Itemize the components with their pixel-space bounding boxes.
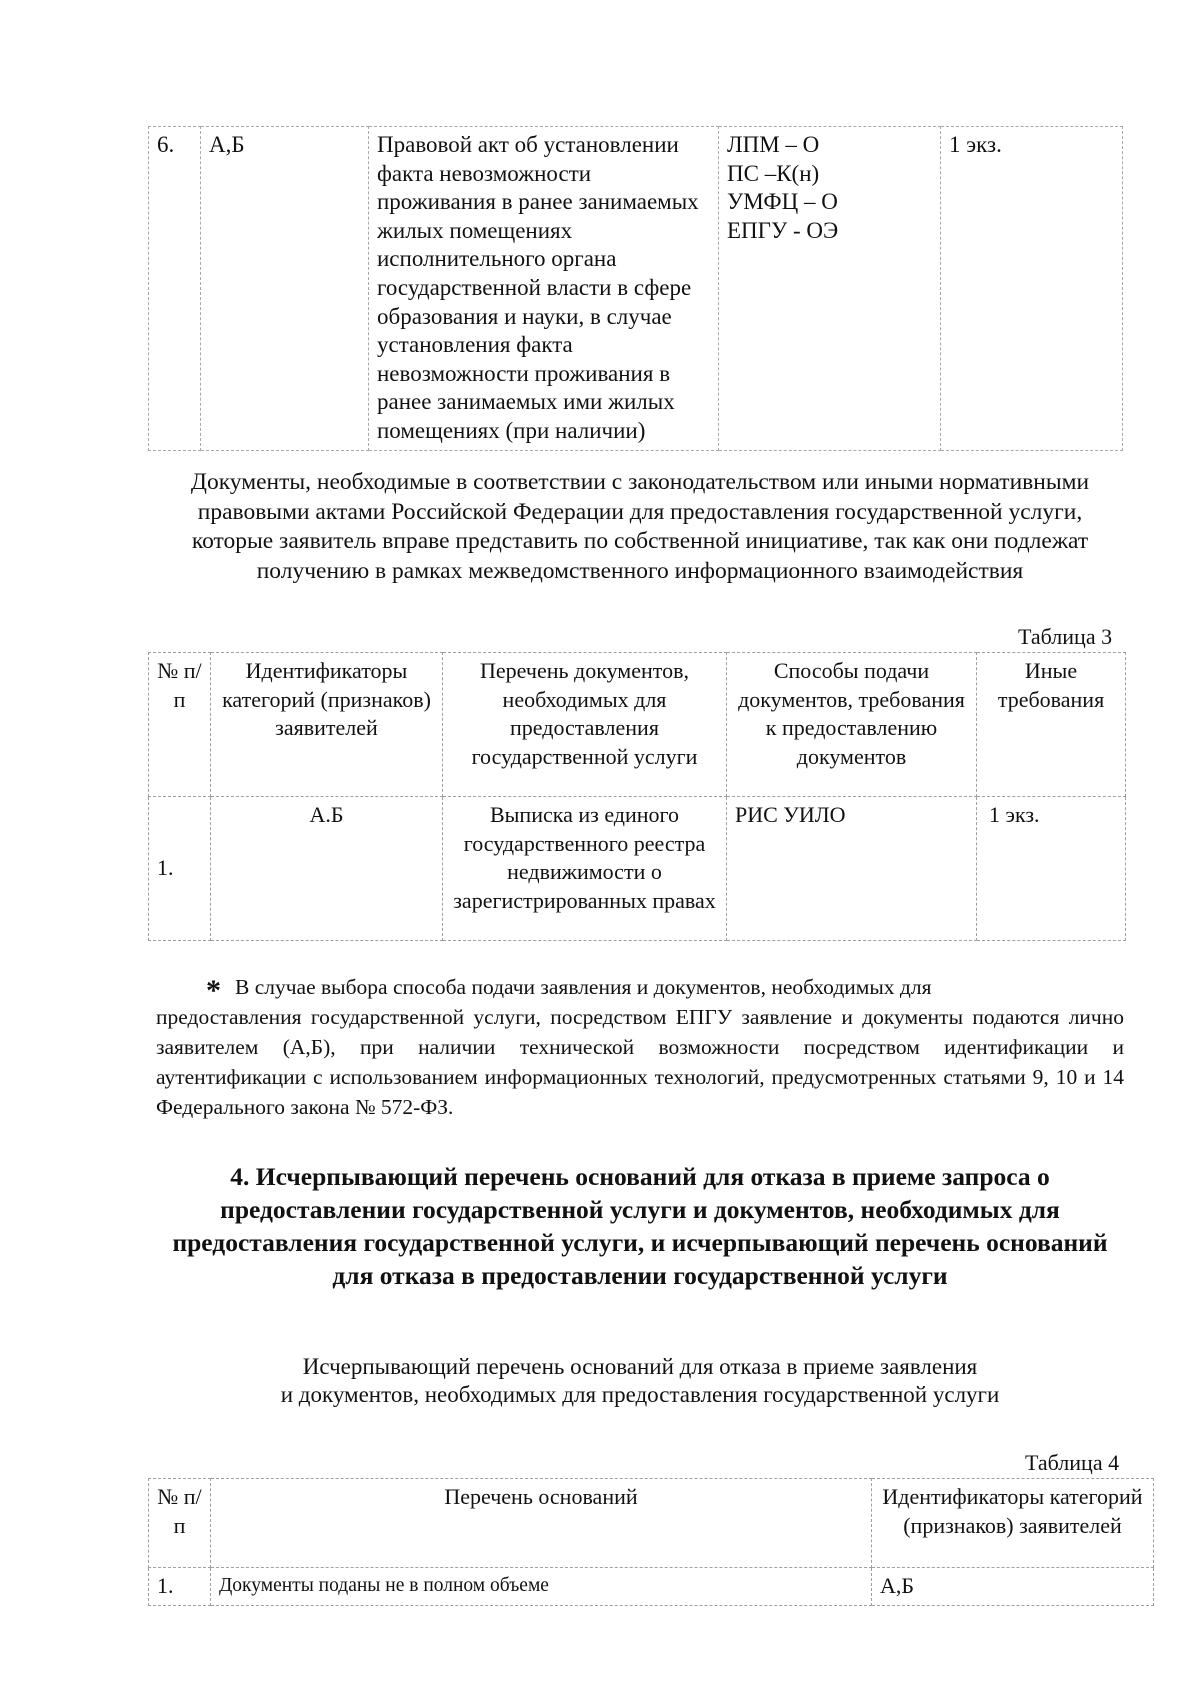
row-number: 1. — [149, 797, 211, 941]
header-categories: Идентификаторы категорий (признаков) заявителей — [211, 653, 443, 797]
footnote — [156, 970, 1124, 1122]
table-header-row — [149, 1479, 1154, 1568]
header-documents: Перечень документов, необходимых для предоставления государственной услуги — [443, 653, 727, 797]
table-header-row — [149, 653, 1126, 797]
row-categories: А,Б — [201, 127, 369, 451]
header-num: № п/п — [149, 1479, 211, 1568]
method-line: ЛПМ – О — [727, 132, 820, 157]
row-document: Правовой акт об установлении факта невозможности проживания в ранее занимаемых жилых помещениях исполнительного органа государственной власти в сфере образования и науки, в случае установления факта невозможности проживания в ранее занимаемых ими жилых помещениях (при наличии) — [369, 127, 719, 451]
row-number: 6. — [149, 127, 201, 451]
section-heading: 4. Исчерпывающий перечень оснований для отказа в приеме запроса о предоставлении государственной услуги и документов, необходимых для предоставления государственной услуги, и исчерпывающий перечень оснований для отказа в предоставлении государственной услуги — [172, 1162, 1108, 1290]
subheading-line: и документов, необходимых для предоставления государственной услуги — [280, 1382, 1000, 1407]
table-3 — [148, 652, 1126, 941]
method-line: ЕПГУ - ОЭ — [727, 217, 839, 243]
table3-caption: Таблица 3 — [1018, 624, 1113, 649]
header-reasons: Перечень оснований — [211, 1479, 872, 1568]
subheading-line: Исчерпывающий перечень оснований для отказа в приеме заявления — [302, 1354, 978, 1379]
documents-table-continuation — [148, 126, 1123, 451]
table4-caption: Таблица 4 — [1025, 1450, 1120, 1475]
row-categories: А.Б — [211, 797, 443, 941]
table-row — [149, 797, 1126, 941]
footnote-first-line: В случае выбора способа подачи заявления и документов, необходимых для — [235, 975, 932, 999]
method-line: ПС –К(н) — [727, 160, 820, 186]
row-requirements: 1 экз. — [941, 127, 1123, 451]
row-reason: Документы поданы не в полном объеме — [211, 1568, 872, 1606]
header-requirements: Иные требования — [977, 653, 1126, 797]
row-methods — [719, 127, 941, 451]
table-row — [149, 1568, 1154, 1606]
row-method: РИС УИЛО — [727, 797, 977, 941]
header-num: № п/п — [149, 653, 211, 797]
footnote-body: предоставления государственной услуги, посредством ЕПГУ заявление и документы подаются лично заявителем (А,Б), при наличии технической возможности посредством идентификации и аутентификации с использованием информационных технологий, предусмотренных статьями 9, 10 и 14 Федерального закона № 572-ФЗ. — [156, 1005, 1124, 1119]
row-document: Выписка из единого государственного реестра недвижимости о зарегистрированных правах — [443, 797, 727, 941]
row-requirements: 1 экз. — [977, 797, 1126, 941]
section-subheading — [170, 1353, 1110, 1409]
header-categories: Идентификаторы категорий (признаков) заявителей — [872, 1479, 1154, 1568]
table-4 — [148, 1478, 1154, 1606]
table-row — [149, 127, 1123, 451]
method-line: УМФЦ – О — [727, 189, 838, 215]
header-methods: Способы подачи документов, требования к предоставлению документов — [727, 653, 977, 797]
intro-paragraph: Документы, необходимые в соответствии с законодательством или иными нормативными правовыми актами Российской Федерации для предоставления государственной услуги, которые заявитель вправе представить по собственной инициативе, так как они подлежат получению в рамках межведомственного информационного взаимодействия — [190, 469, 1090, 584]
row-number: 1. — [149, 1568, 211, 1606]
row-categories: А,Б — [872, 1568, 1154, 1606]
asterisk-mark: * — [206, 974, 221, 1007]
